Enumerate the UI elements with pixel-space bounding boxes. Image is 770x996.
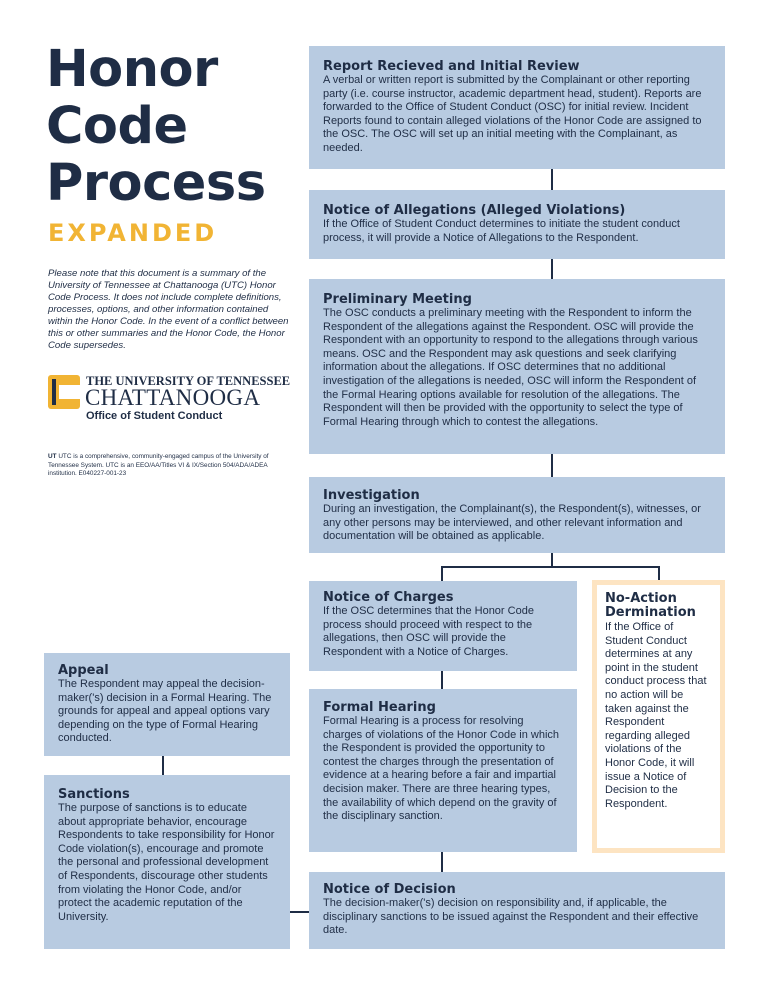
step-body: If the Office of Student Conduct determines to initiate the student conduct process, it will provide a Notice of Allegations to the Respondent.: [323, 218, 680, 244]
step-investigation: [309, 477, 725, 553]
utc-c-mark-icon: [48, 375, 80, 409]
connector-line: [441, 566, 443, 581]
step-body: During an investigation, the Complainant(s), the Respondent(s), witnesses, or any other persons may be interviewed, and other relevant information and documentation will be obtained as applicable.: [323, 503, 701, 543]
connector-line: [551, 553, 553, 566]
step-body: The OSC conducts a preliminary meeting with the Respondent to inform the Respondent of the allegations against the Respondent. OSC will provide the Respondent with an opportunity to respond to the allegations through various means. OSC and the Respondent may ask questions and seek clarifying information about the allegations. If OSC determines that no additional investigation of the allegations is needed, OSC will inform the Respondent of the Formal Hearing options available for resolution of the allegations. The Respondent will then be provided with the opportunity to select the type of Formal Hearing through which to contest the allegations.: [323, 307, 698, 428]
step-body: If the OSC determines that the Honor Code process should proceed with respect to the allegations, then OSC will provide the Respondent with a Notice of Charges.: [323, 605, 534, 658]
step-title: Preliminary Meeting: [323, 292, 472, 307]
step-body: The decision-maker('s) decision on responsibility and, if applicable, the disciplinary sanctions to be issued against the Respondent and their effective date.: [323, 897, 699, 937]
step-formal-hearing: [309, 689, 577, 852]
step-body: The Respondent may appeal the decision-maker('s) decision in a Formal Hearing. The grounds for appeal and appeal options vary depending on the type of Formal Hearing conducted.: [58, 678, 272, 745]
connector-line: [162, 756, 164, 775]
connector-line: [290, 911, 309, 913]
step-appeal: [44, 653, 290, 756]
step-body: A verbal or written report is submitted by the Complainant or other reporting party (i.e. course instructor, academic department head, student). Reports are forwarded to the Office of Student Conduct (OSC) for initial review. Incident Reports found to contain alleged violations of the Honor Code are assigned to the OSC. The OSC will set up an initial meeting with the Complainant, as needed.: [323, 74, 702, 154]
step-no-action-determination: [592, 580, 725, 853]
step-title: Appeal: [58, 663, 109, 678]
step-body: The purpose of sanctions is to educate about appropriate behavior, encourage Respondents to take responsibility for Honor Code violation(s), encourage and promote the personal and professional development of Respondents, discourage other students from violating the Honor Code, and/or protect the academic reputation of the University.: [58, 802, 275, 923]
logo-university-line: THE UNIVERSITY OF TENNESSEE: [86, 374, 291, 388]
connector-line: [441, 566, 659, 568]
step-notice-of-decision: [309, 872, 725, 949]
page-title-line3: Process: [46, 154, 266, 213]
step-preliminary-meeting: [309, 279, 725, 454]
ut-mark: UT: [48, 453, 57, 460]
step-title: Sanctions: [58, 787, 130, 802]
step-body: If the Office of Student Conduct determines at any point in the student conduct process that no action will be taken against the Respondent regarding alleged violations of the Honor Code, it will issue a Notice of Decision to the Respondent.: [605, 621, 707, 810]
utc-logo: [48, 373, 291, 425]
step-notice-of-allegations: [309, 190, 725, 259]
step-title: Investigation: [323, 488, 420, 503]
logo-office-line: Office of Student Conduct: [86, 410, 223, 422]
legal-text: UTC is a comprehensive, community-engaged campus of the University of Tennessee System. UTC is an EEO/AA/Titles VI & IX/Section 504/ADA/ADEA institution. E040227-001-23: [48, 453, 269, 477]
connector-line: [658, 566, 660, 581]
step-title: Notice of Decision: [323, 882, 456, 897]
legal-statement: [48, 453, 293, 479]
disclaimer-note: Please note that this document is a summary of the University of Tennessee at Chattanooga (UTC) Honor Code Process. It does not include complete definitions, processes, options, and other information contained within the Honor Code. In the event of a conflict between this or other summaries and the Honor Code, the Honor Code supersedes.: [48, 268, 289, 351]
step-title: Formal Hearing: [323, 700, 436, 715]
step-body: Formal Hearing is a process for resolving charges of violations of the Honor Code in which the Respondent is provided the opportunity to contest the charges through the presentation of evidence at a hearing before a fair and impartial decision maker. There are three hearing types, the availability of which depend on the gravity of the disciplinary sanction.: [323, 715, 560, 823]
page-title-line2: Code: [46, 97, 188, 156]
connector-line: [551, 169, 553, 190]
step-title: Notice of Allegations (Alleged Violations): [323, 203, 626, 218]
logo-chattanooga-line: CHATTANOOGA: [85, 385, 261, 410]
connector-line: [441, 852, 443, 872]
page-title-line1: Honor: [46, 40, 218, 99]
connector-line: [551, 259, 553, 279]
step-notice-of-charges: [309, 581, 577, 671]
connector-line: [551, 454, 553, 477]
step-title: Notice of Charges: [323, 590, 454, 605]
step-title: No-Action Dermination: [605, 591, 696, 620]
connector-line: [441, 671, 443, 689]
page-subtitle: EXPANDED: [48, 219, 218, 247]
step-title: Report Recieved and Initial Review: [323, 59, 580, 74]
step-report-received: [309, 46, 725, 169]
step-sanctions: [44, 775, 290, 949]
